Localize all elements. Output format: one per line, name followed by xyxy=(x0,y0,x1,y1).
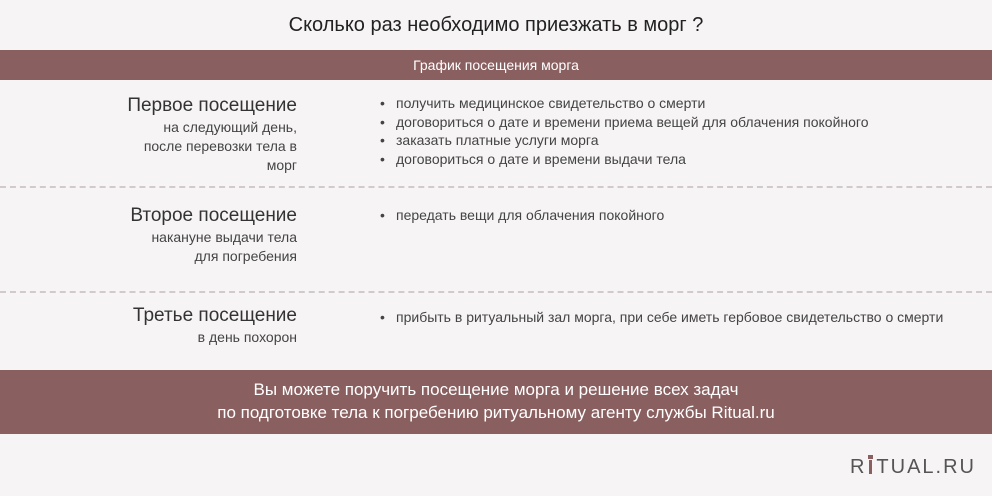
bullet-icon: • xyxy=(380,95,385,111)
bullet-icon: • xyxy=(380,150,385,167)
visit-timing: для погребения xyxy=(194,248,297,264)
task-list xyxy=(380,308,970,327)
visit-info xyxy=(0,304,297,347)
task-item: • получить медицинское свидетельство о смерти xyxy=(380,95,706,111)
visit-info xyxy=(0,94,297,175)
bullet-icon: • xyxy=(380,113,385,130)
task-list xyxy=(380,94,980,168)
visit-timing: после перевозки тела в xyxy=(143,138,297,154)
visit-info xyxy=(0,204,297,266)
section-divider xyxy=(0,186,992,188)
visit-timing: морг xyxy=(266,157,297,173)
bullet-icon: • xyxy=(380,132,385,148)
bullet-icon: • xyxy=(380,207,385,223)
section-divider xyxy=(0,291,992,293)
visit-timing: на следующий день, xyxy=(163,119,297,135)
task-list xyxy=(380,206,980,225)
ritual-logo: R TUAL.RU xyxy=(849,456,976,478)
visit-timing: накануне выдачи тела xyxy=(151,229,297,245)
visit-name: Первое посещение xyxy=(127,95,297,116)
task-item: • прибыть в ритуальный зал морга, при себе иметь гербовое свидетельство о смерти xyxy=(380,309,944,325)
task-item: • заказать платные услуги морга xyxy=(380,132,599,148)
task-item: • договориться о дате и времени выдачи тела xyxy=(380,150,686,167)
bullet-icon: • xyxy=(380,309,385,325)
agent-offer-band xyxy=(0,370,992,434)
logo-i-icon xyxy=(867,455,875,475)
visit-timing: в день похорон xyxy=(197,329,297,345)
schedule-header-band: График посещения морга xyxy=(0,50,992,80)
offer-line: по подготовке тела к погребению ритуальному агенту службы Ritual.ru xyxy=(217,403,775,422)
visit-name: Второе посещение xyxy=(130,205,297,226)
task-item: • договориться о дате и времени приема вещей для облачения покойного xyxy=(380,113,869,130)
task-item: • передать вещи для облачения покойного xyxy=(380,207,665,223)
page-title: Сколько раз необходимо приезжать в морг ? xyxy=(288,14,704,36)
offer-line: Вы можете поручить посещение морга и решение всех задач xyxy=(253,380,739,399)
visit-name: Третье посещение xyxy=(132,305,297,326)
